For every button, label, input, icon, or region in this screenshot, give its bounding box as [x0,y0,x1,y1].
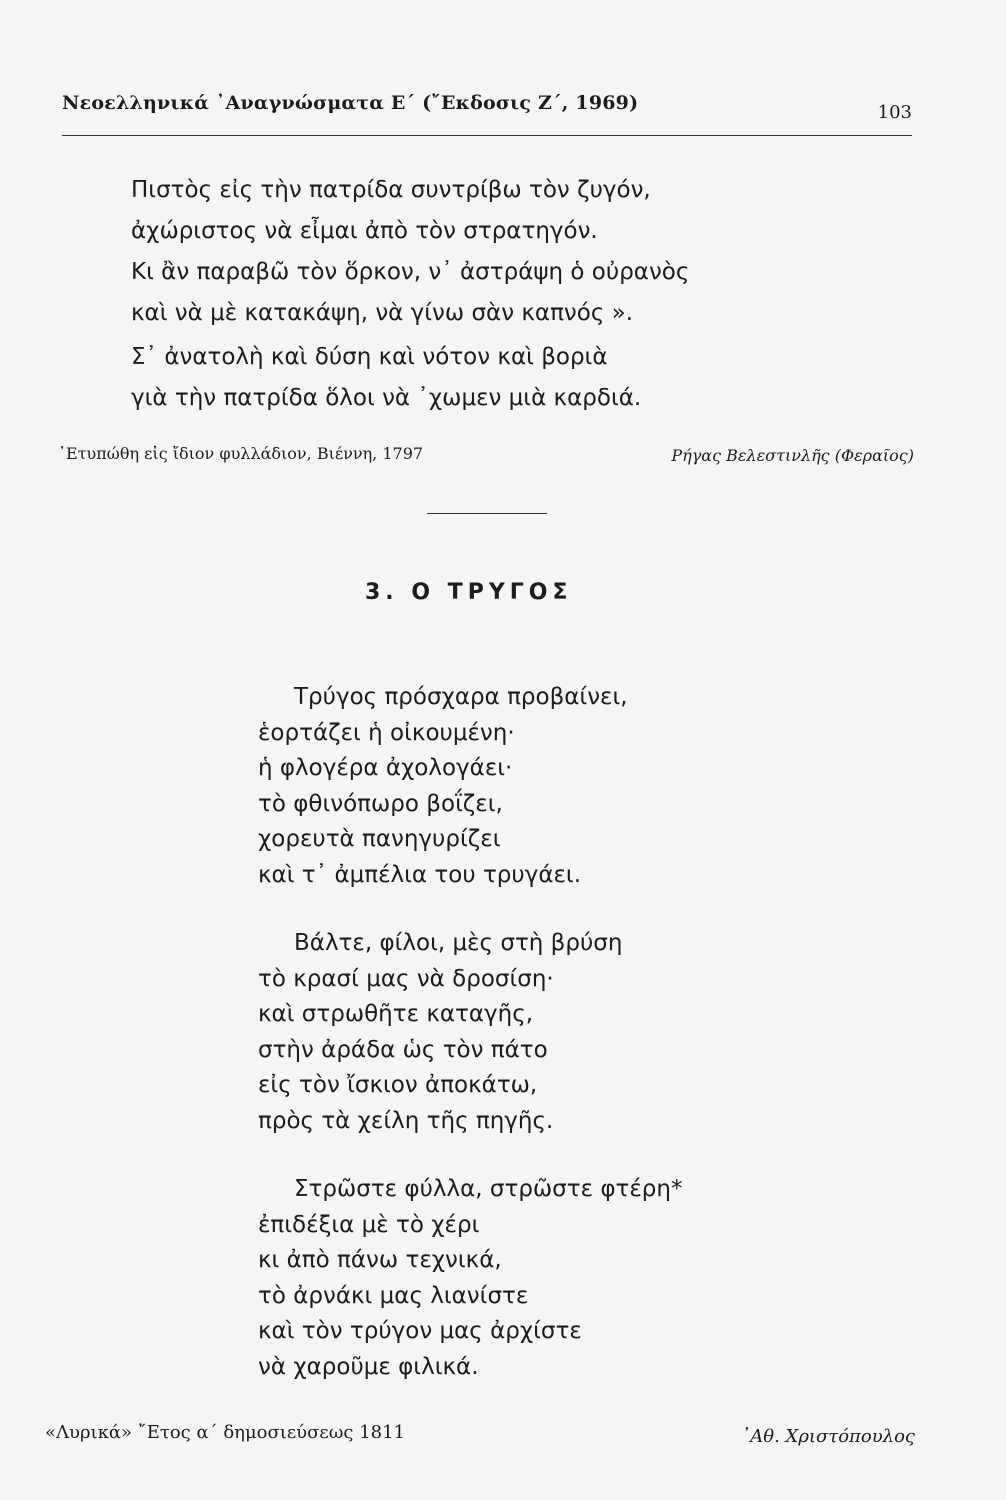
poem-2-title: 3. Ο ΤΡΥΓΟΣ [365,580,573,605]
verse-line: πρὸς τὰ χείλη τῆς πηγῆς. [258,1107,554,1134]
verse-line: Κι ἂν παραβῶ τὸν ὅρκον, ν᾿ ἀστράψη ὁ οὐρανὸς [131,259,690,285]
verse-line: Πιστὸς εἰς τὴν πατρίδα συντρίβω τὸν ζυγόν, [131,177,651,203]
verse-line: Σ᾿ ἀνατολὴ καὶ δύση καὶ νότον καὶ βοριὰ [131,344,608,370]
verse-line: τὸ ἀρνάκι μας λιανίστε [258,1282,529,1309]
book-title: Νεοελληνικά ᾿Αναγνώσματα Ε΄ (῎Εκδοσις Ζ΄, 1969) [62,92,639,114]
verse-line: τὸ φθινόπωρο βοΐζει, [258,790,503,817]
verse-line: χορευτὰ πανηγυρίζει [258,826,501,852]
poem-1-stanza-1 [131,170,689,334]
verse-line: καὶ τ᾿ ἀμπέλια του τρυγάει. [258,861,581,888]
verse-line: ἡ φλογέρα ἀχολογάει· [258,755,513,781]
verse-line: κι ἀπὸ πάνω τεχνικά, [258,1247,502,1273]
poem-1-stanza-2 [131,337,641,419]
section-divider [427,513,547,514]
verse-line: τὸ κρασί μας νὰ δροσίση· [258,965,554,992]
poem-2-stanza-1 [258,680,628,893]
page-number: 103 [877,102,912,123]
page-header [62,92,912,132]
verse-line: νὰ χαροῦμε φιλικά. [258,1353,479,1380]
verse-line: ἐπιδέξια μὲ τὸ χέρι [258,1211,480,1238]
verse-line: καὶ στρωθῆτε καταγῆς, [258,1001,534,1027]
poem-2-citation [45,1422,915,1462]
verse-line: γιὰ τὴν πατρίδα ὅλοι νὰ ᾿χωμεν μιὰ καρδιά. [131,385,642,411]
verse-line: Βάλτε, φίλοι, μὲς στὴ βρύση [294,930,623,956]
verse-line: ἀχώριστος νὰ εἶμαι ἀπὸ τὸν στρατηγόν. [131,218,598,244]
poem-1-source: ᾿Ετυπώθη εἰς ἴδιον φυλλάδιον, Βιέννη, 1797 [58,444,424,463]
verse-line: εἰς τὸν ἴσκιον ἀποκάτω, [258,1072,538,1098]
header-rule [62,135,912,136]
verse-line: στὴν ἀράδα ὡς τὸν πάτο [258,1036,548,1063]
verse-line: καὶ τὸν τρύγον μας ἀρχίστε [258,1318,582,1344]
poem-2-stanza-3 [258,1172,682,1385]
poem-2-stanza-2 [258,926,622,1139]
verse-line: καὶ νὰ μὲ κατακάψη, νὰ γίνω σὰν καπνός ». [131,300,634,326]
verse-line: Στρῶστε φύλλα, στρῶστε φτέρη* [294,1176,683,1202]
poem-2-source: «Λυρικά» ῎Ετος α΄ δημοσιεύσεως 1811 [45,1422,406,1443]
poem-1-author: Ρήγας Βελεστινλῆς (Φεραῖος) [671,446,914,465]
poem-2-author: ᾿Αθ. Χριστόπουλος [741,1426,915,1447]
verse-line: ἑορτάζει ἡ οἰκουμένη· [258,719,515,746]
verse-line: Τρύγος πρόσχαρα προβαίνει, [294,684,628,710]
